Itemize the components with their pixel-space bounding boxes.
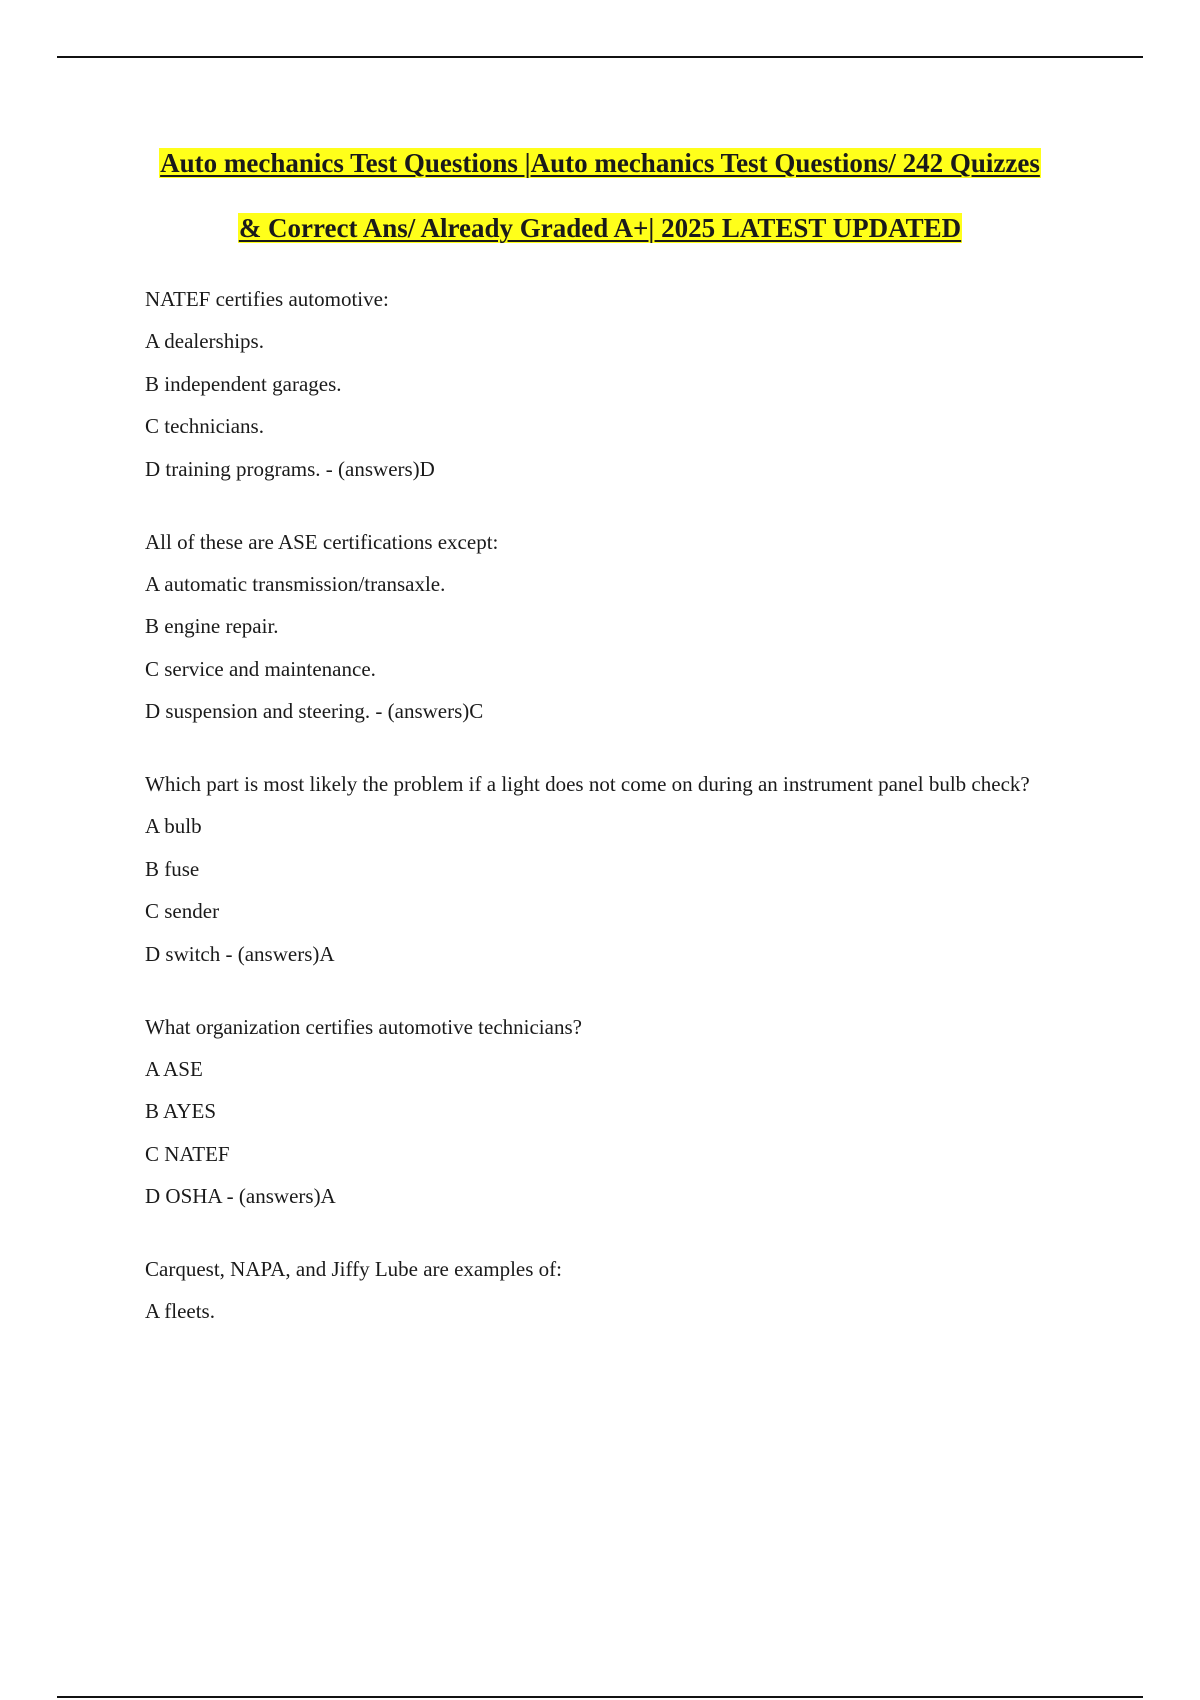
answer-option: D training programs. - (answers)D xyxy=(145,456,435,481)
answer-option: B fuse xyxy=(145,856,200,881)
answer-option: C service and maintenance. xyxy=(145,656,376,681)
answer-option: D OSHA - (answers)A xyxy=(145,1184,336,1208)
questions-list xyxy=(145,284,1065,1369)
document-title-line-1 xyxy=(0,146,1200,180)
question-text: Carquest, NAPA, and Jiffy Lube are examples of: xyxy=(145,1257,562,1281)
question-block xyxy=(145,769,1065,969)
answer-option: C technicians. xyxy=(145,414,264,438)
bottom-rule xyxy=(57,1696,1143,1698)
question-text: NATEF certifies automotive: xyxy=(145,287,389,311)
answer-option: A fleets. xyxy=(145,1299,215,1323)
answer-option: A automatic transmission/transaxle. xyxy=(145,571,446,596)
top-rule xyxy=(57,56,1143,58)
question-block xyxy=(145,527,1065,727)
answer-option: B independent garages. xyxy=(145,371,342,396)
answer-option: C sender xyxy=(145,899,220,923)
answer-option: A ASE xyxy=(145,1056,203,1081)
title-text-line-2: & Correct Ans/ Already Graded A+| 2025 LATEST UPDATED xyxy=(238,213,962,243)
answer-option: A dealerships. xyxy=(145,329,264,353)
answer-option: A bulb xyxy=(145,814,202,838)
answer-option: B AYES xyxy=(145,1099,217,1123)
answer-option: C NATEF xyxy=(145,1141,230,1166)
question-block xyxy=(145,1254,1065,1326)
answer-option: B engine repair. xyxy=(145,614,279,638)
question-text: Which part is most likely the problem if a light does not come on during an instrument panel bulb check? xyxy=(145,772,1030,796)
question-block xyxy=(145,284,1065,484)
title-text-line-1: Auto mechanics Test Questions |Auto mechanics Test Questions/ 242 Quizzes xyxy=(160,148,1040,178)
question-text: What organization certifies automotive technicians? xyxy=(145,1014,582,1039)
question-block xyxy=(145,1012,1065,1212)
answer-option: D switch - (answers)A xyxy=(145,941,335,966)
question-text: All of these are ASE certifications except: xyxy=(145,529,499,554)
answer-option: D suspension and steering. - (answers)C xyxy=(145,699,484,723)
document-title-line-2 xyxy=(0,211,1200,245)
